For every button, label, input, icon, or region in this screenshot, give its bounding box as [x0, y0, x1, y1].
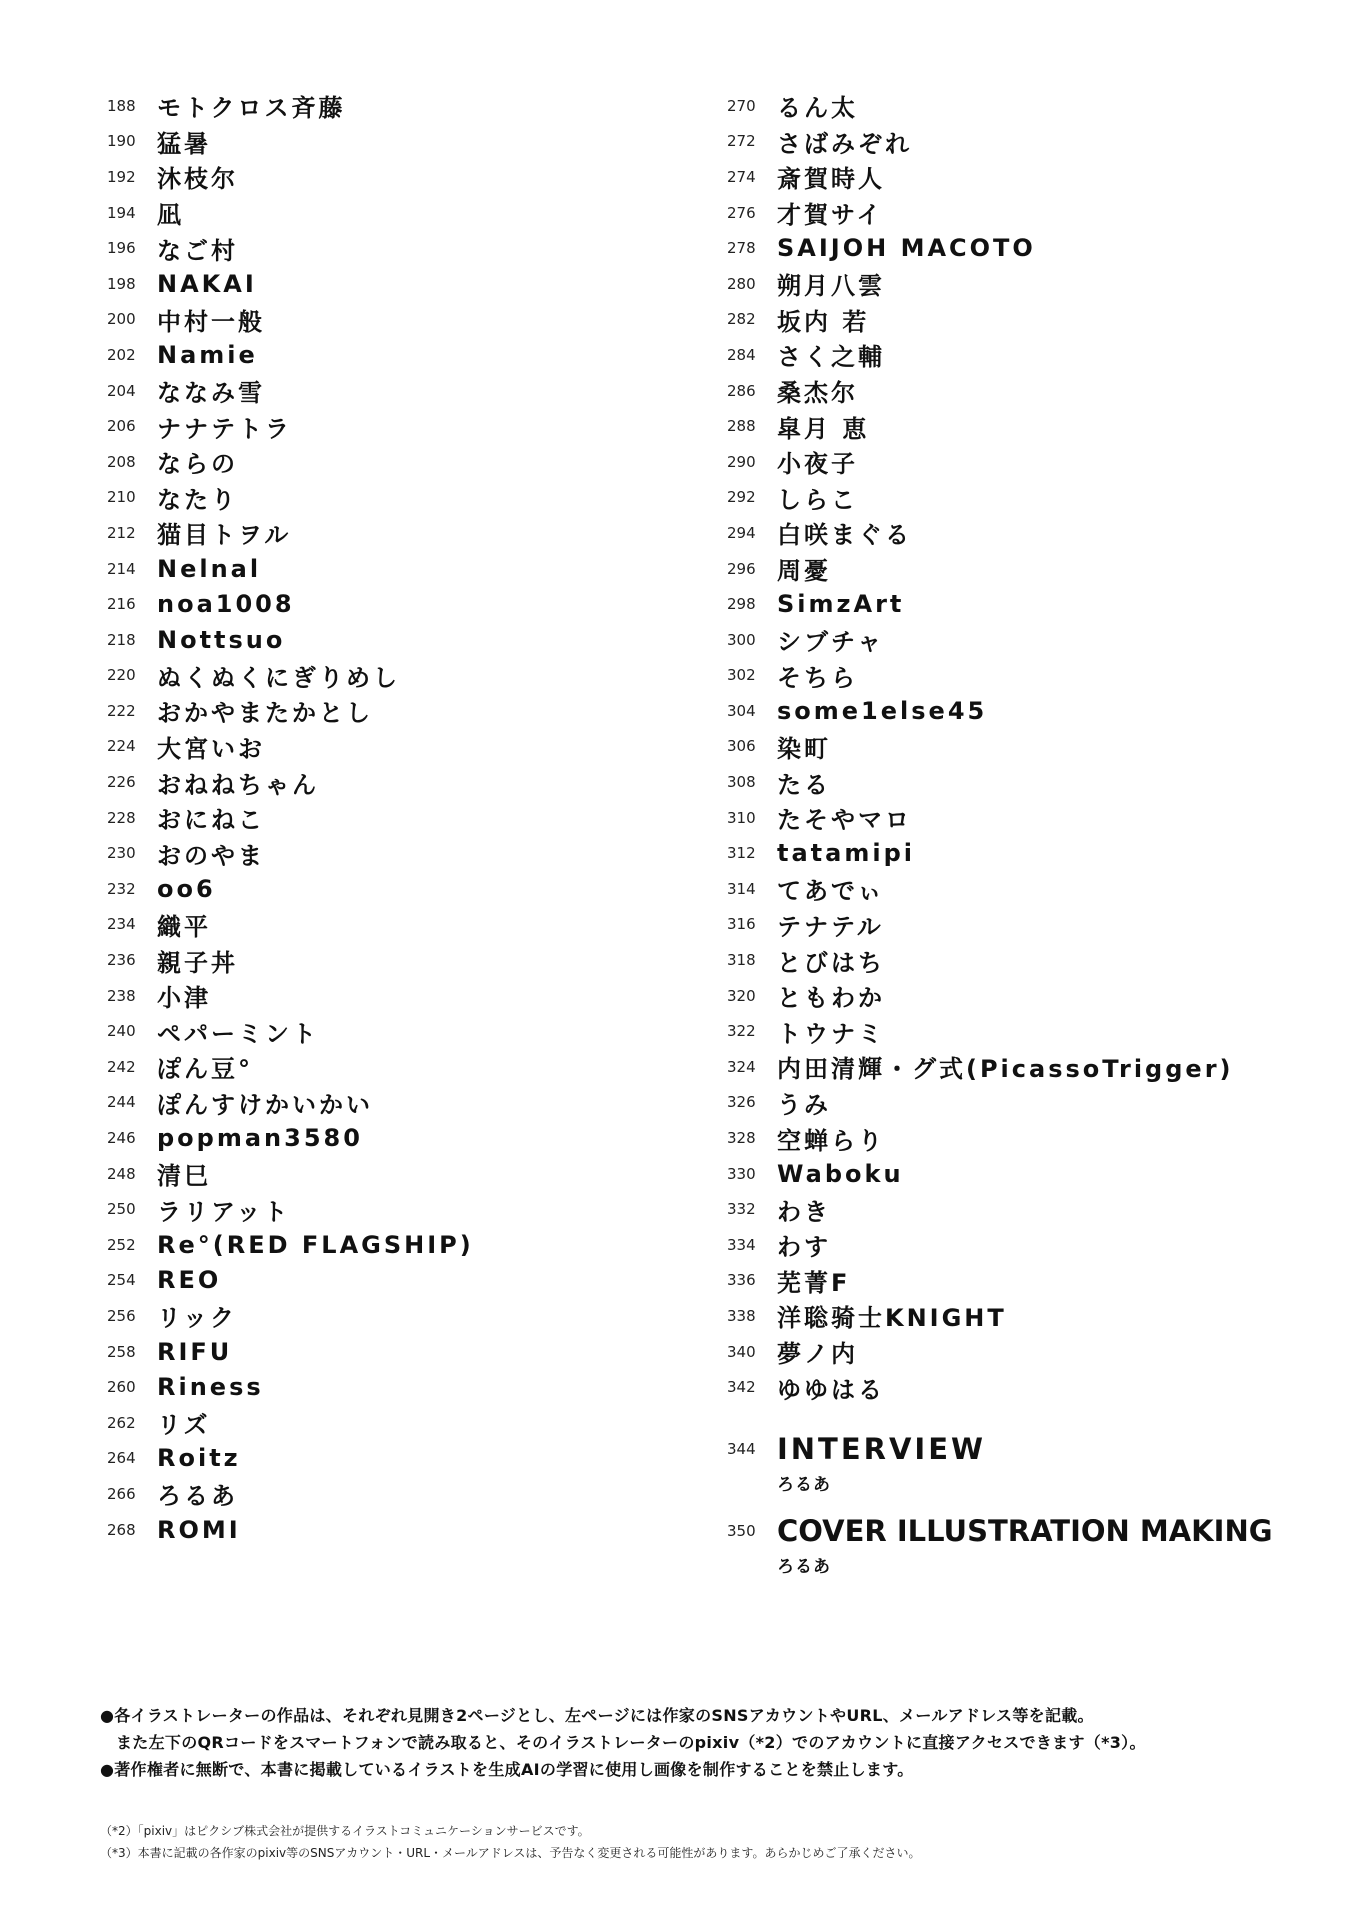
- page-number: 324: [727, 1057, 756, 1076]
- toc-entry: [107, 1512, 474, 1548]
- toc-entry: [107, 408, 474, 444]
- page-number: 272: [727, 132, 756, 151]
- toc-entry: [107, 195, 474, 231]
- illustrator-name: うみ: [777, 1090, 831, 1119]
- note-line: ●著作権者に無断で、本書に掲載しているイラストを生成AIの学習に使用し画像を制作することを禁止します。: [100, 1760, 914, 1779]
- toc-entry: [727, 408, 1234, 444]
- toc-entry: [727, 515, 1234, 551]
- illustrator-name: SAIJOH MACOTO: [777, 234, 1036, 263]
- page-number: 308: [727, 773, 756, 792]
- page-number: 330: [727, 1164, 756, 1183]
- toc-entry: [107, 88, 474, 124]
- toc-entry: [727, 1191, 1234, 1227]
- toc-entry: [727, 764, 1234, 800]
- page-number: 278: [727, 239, 756, 258]
- illustrator-name: 坂内 若: [777, 307, 870, 336]
- toc-entry: [107, 693, 474, 729]
- toc-entry: [727, 658, 1234, 694]
- illustrator-name: ろるあ: [157, 1482, 238, 1511]
- toc-entry: [107, 1120, 474, 1156]
- page-number: 260: [107, 1378, 136, 1397]
- page-number: 288: [727, 417, 756, 436]
- page-number: 296: [727, 559, 756, 578]
- page-number: 284: [727, 345, 756, 364]
- page-number: 240: [107, 1022, 136, 1041]
- illustrator-name: ぽんすけかいかい: [157, 1090, 373, 1119]
- toc-entry: [107, 1369, 474, 1405]
- toc-entry: [727, 942, 1234, 978]
- illustrator-name: 才賀サイ: [777, 201, 884, 230]
- page-number: 286: [727, 381, 756, 400]
- page-number: 246: [107, 1129, 136, 1148]
- toc-entry: [107, 978, 474, 1014]
- page-number: 214: [107, 559, 136, 578]
- footnotes-block: [100, 1820, 1330, 1864]
- illustrator-name: 朔月八雲: [777, 272, 885, 301]
- toc-right-column: [727, 88, 1234, 1405]
- toc-entry: [107, 1476, 474, 1512]
- page-number: 238: [107, 986, 136, 1005]
- page-number: 192: [107, 167, 136, 186]
- toc-entry: [107, 230, 474, 266]
- illustrator-name: 猛暑: [157, 129, 211, 158]
- toc-entry: [727, 337, 1234, 373]
- illustrator-name: Riness: [157, 1373, 264, 1402]
- toc-entry: [107, 1013, 474, 1049]
- illustrator-name: 大宮いお: [157, 734, 265, 763]
- illustrator-name: popman3580: [157, 1124, 363, 1153]
- illustrator-name: Nottsuo: [157, 625, 286, 654]
- illustrator-name: 桑杰尔: [777, 379, 858, 408]
- toc-special-interview: [727, 1432, 986, 1495]
- toc-entry: [107, 622, 474, 658]
- toc-entry: [727, 195, 1234, 231]
- toc-entry: [107, 764, 474, 800]
- toc-entry: [107, 1085, 474, 1121]
- page-number: 310: [727, 808, 756, 827]
- page-number: 220: [107, 666, 136, 685]
- toc-entry: [727, 1227, 1234, 1263]
- toc-entry: [107, 444, 474, 480]
- page-number: 266: [107, 1484, 136, 1503]
- illustrator-name: リック: [157, 1304, 238, 1333]
- toc-entry: [107, 729, 474, 765]
- illustrator-name: さばみぞれ: [777, 129, 912, 158]
- illustrator-name: 小津: [157, 984, 211, 1013]
- page-number: 216: [107, 595, 136, 614]
- page-number: 244: [107, 1093, 136, 1112]
- toc-entry: [727, 1369, 1234, 1405]
- toc-entry: [107, 658, 474, 694]
- page-number: 212: [107, 523, 136, 542]
- toc-entry: [727, 729, 1234, 765]
- toc-entry: [107, 551, 474, 587]
- page-number: 248: [107, 1164, 136, 1183]
- page-number: 294: [727, 523, 756, 542]
- illustrator-name: 周憂: [777, 557, 831, 586]
- toc-entry: [727, 1013, 1234, 1049]
- illustrator-name: 小夜子: [777, 450, 858, 479]
- toc-entry: [107, 124, 474, 160]
- toc-entry: [107, 302, 474, 338]
- illustrator-name: トウナミ: [777, 1019, 885, 1048]
- section-subtitle: ろるあ: [777, 1557, 831, 1577]
- illustrator-name: テナテル: [777, 912, 884, 941]
- page-number: 332: [727, 1200, 756, 1219]
- page-number: 340: [727, 1342, 756, 1361]
- toc-entry: [727, 88, 1234, 124]
- page-number: 344: [727, 1440, 756, 1458]
- page-number: 224: [107, 737, 136, 756]
- illustrator-name: ラリアット: [157, 1197, 291, 1226]
- toc-entry: [107, 1191, 474, 1227]
- illustrator-name: なたり: [157, 485, 238, 514]
- illustrator-name: おねねちゃん: [157, 770, 319, 799]
- page-number: 236: [107, 951, 136, 970]
- illustrator-name: noa1008: [157, 590, 295, 619]
- toc-left-column: [107, 88, 474, 1547]
- illustrator-name: わき: [777, 1197, 831, 1226]
- toc-entry: [727, 480, 1234, 516]
- illustrator-name: SimzArt: [777, 590, 905, 619]
- illustrator-name: 皐月 恵: [777, 414, 870, 443]
- page-number: 232: [107, 879, 136, 898]
- illustrator-name: Re°(RED FLAGSHIP): [157, 1230, 474, 1259]
- page-number: 302: [727, 666, 756, 685]
- toc-entry: [727, 124, 1234, 160]
- illustrator-name: モトクロス斉藤: [157, 94, 346, 123]
- page-number: 336: [727, 1271, 756, 1290]
- page-number: 202: [107, 345, 136, 364]
- toc-entry: [107, 800, 474, 836]
- page-number: 198: [107, 274, 136, 293]
- illustrator-name: るん太: [777, 94, 858, 123]
- page-number: 262: [107, 1413, 136, 1432]
- page-number: 304: [727, 701, 756, 720]
- page-number: 242: [107, 1057, 136, 1076]
- page-number: 280: [727, 274, 756, 293]
- toc-entry: [107, 1405, 474, 1441]
- page-number: 320: [727, 986, 756, 1005]
- page-number: 334: [727, 1235, 756, 1254]
- illustrator-name: おのやま: [157, 841, 265, 870]
- page-number: 292: [727, 488, 756, 507]
- illustrator-name: 内田清輝・グ式(PicassoTrigger): [777, 1055, 1234, 1084]
- illustrator-name: oo6: [157, 874, 216, 903]
- toc-entry: [727, 1120, 1234, 1156]
- toc-entry: [107, 1156, 474, 1192]
- illustrator-name: ROMI: [157, 1515, 241, 1544]
- page-number: 318: [727, 951, 756, 970]
- page-number: 350: [727, 1522, 756, 1540]
- illustrator-name: 洋聡骑士KNIGHT: [777, 1304, 1007, 1333]
- page-number: 204: [107, 381, 136, 400]
- illustrator-name: ならの: [157, 450, 238, 479]
- toc-entry: [107, 942, 474, 978]
- toc-entry: [727, 551, 1234, 587]
- page-number: 206: [107, 417, 136, 436]
- page-number: 276: [727, 203, 756, 222]
- note-line: ●各イラストレーターの作品は、それぞれ見開き2ページとし、左ページには作家のSNSアカウントやURL、メールアドレス等を記載。: [100, 1706, 1094, 1725]
- toc-entry: [727, 622, 1234, 658]
- illustrator-name: Roitz: [157, 1444, 241, 1473]
- illustrator-name: 中村一般: [157, 307, 265, 336]
- toc-entry: [107, 1227, 474, 1263]
- toc-entry: [727, 444, 1234, 480]
- page-number: 316: [727, 915, 756, 934]
- toc-entry: [107, 871, 474, 907]
- illustrator-name: なご村: [157, 236, 238, 265]
- page-number: 282: [727, 310, 756, 329]
- page-number: 264: [107, 1449, 136, 1468]
- page-number: 322: [727, 1022, 756, 1041]
- illustrator-name: RIFU: [157, 1337, 233, 1366]
- page-number: 312: [727, 844, 756, 863]
- illustrator-name: ペパーミント: [157, 1019, 319, 1048]
- toc-entry: [727, 1049, 1234, 1085]
- section-title: COVER ILLUSTRATION MAKING: [777, 1514, 1273, 1548]
- page-number: 306: [727, 737, 756, 756]
- page-number: 326: [727, 1093, 756, 1112]
- toc-entry: [107, 1334, 474, 1370]
- toc-entry: [727, 302, 1234, 338]
- toc-entry: [727, 373, 1234, 409]
- page-number: 228: [107, 808, 136, 827]
- toc-entry: [107, 907, 474, 943]
- illustrator-name: おかやまたかとし: [157, 699, 373, 728]
- toc-entry: [107, 266, 474, 302]
- toc-entry: [727, 159, 1234, 195]
- page-number: 208: [107, 452, 136, 471]
- section-title: INTERVIEW: [777, 1432, 987, 1466]
- page-number: 188: [107, 96, 136, 115]
- page-number: 270: [727, 96, 756, 115]
- page-number: 290: [727, 452, 756, 471]
- toc-entry: [727, 800, 1234, 836]
- page-number: 234: [107, 915, 136, 934]
- page-number: 314: [727, 879, 756, 898]
- toc-entry: [727, 1298, 1234, 1334]
- illustrator-name: 織平: [157, 912, 211, 941]
- illustrator-name: リズ: [157, 1411, 211, 1440]
- toc-entry: [107, 480, 474, 516]
- illustrator-name: REO: [157, 1266, 222, 1295]
- illustrator-name: 清巳: [157, 1162, 211, 1191]
- illustrator-name: 猫目トヲル: [157, 521, 292, 550]
- illustrator-name: ゆゆはる: [777, 1375, 885, 1404]
- illustrator-name: 斎賀時人: [777, 165, 885, 194]
- toc-entry: [107, 159, 474, 195]
- page-number: 196: [107, 239, 136, 258]
- page-number: 222: [107, 701, 136, 720]
- toc-entry: [727, 266, 1234, 302]
- toc-entry: [727, 835, 1234, 871]
- page-number: 190: [107, 132, 136, 151]
- illustrator-name: わす: [777, 1233, 831, 1262]
- page-number: 268: [107, 1520, 136, 1539]
- toc-entry: [107, 586, 474, 622]
- toc-entry: [727, 1085, 1234, 1121]
- illustrator-name: 白咲まぐる: [777, 521, 912, 550]
- page-number: 230: [107, 844, 136, 863]
- toc-entry: [727, 978, 1234, 1014]
- illustrator-name: Namie: [157, 340, 258, 369]
- footnote-line: （*2）「pixiv」はピクシブ株式会社が提供するイラストコミュニケーションサービスです。: [100, 1824, 590, 1838]
- toc-entry: [107, 373, 474, 409]
- toc-entry: [107, 1263, 474, 1299]
- page-number: 258: [107, 1342, 136, 1361]
- illustrator-name: 凪: [157, 201, 184, 230]
- toc-entry: [727, 1263, 1234, 1299]
- page-number: 342: [727, 1378, 756, 1397]
- page-number: 328: [727, 1129, 756, 1148]
- illustrator-name: Nelnal: [157, 554, 262, 583]
- illustrator-name: とびはち: [777, 948, 885, 977]
- page-number: 200: [107, 310, 136, 329]
- illustrator-name: そちら: [777, 663, 858, 692]
- illustrator-name: NAKAI: [157, 269, 257, 298]
- illustrator-name: たそやマロ: [777, 806, 912, 835]
- toc-entry: [727, 693, 1234, 729]
- notes-block: [100, 1702, 1330, 1783]
- illustrator-name: ななみ雪: [157, 379, 265, 408]
- toc-entry: [727, 871, 1234, 907]
- illustrator-name: 空蝉らり: [777, 1126, 885, 1155]
- toc-entry: [727, 1156, 1234, 1192]
- toc-entry: [107, 337, 474, 373]
- illustrator-name: てあでぃ: [777, 877, 885, 906]
- illustrator-name: おにねこ: [157, 806, 265, 835]
- illustrator-name: 夢ノ内: [777, 1340, 858, 1369]
- footnote-line: （*3）本書に記載の各作家のpixiv等のSNSアカウント・URL・メールアドレスは、予告なく変更される可能性があります。あらかじめご了承ください。: [100, 1846, 921, 1860]
- toc-entry: [107, 1049, 474, 1085]
- toc-special-cover-making: [727, 1514, 1273, 1577]
- illustrator-name: シブチャ: [777, 628, 885, 657]
- toc-entry: [107, 835, 474, 871]
- illustrator-name: tatamipi: [777, 839, 915, 868]
- page-number: 194: [107, 203, 136, 222]
- illustrator-name: 沐枝尔: [157, 165, 238, 194]
- page-number: 300: [727, 630, 756, 649]
- toc-entry: [727, 1334, 1234, 1370]
- illustrator-name: しらこ: [777, 485, 858, 514]
- illustrator-name: ナナテトラ: [157, 414, 292, 443]
- note-line: また左下のQRコードをスマートフォンで読み取ると、そのイラストレーターのpixiv（*2）でのアカウントに直接アクセスできます（*3）。: [116, 1733, 1146, 1752]
- illustrator-name: ぬくぬくにぎりめし: [157, 663, 400, 692]
- toc-entry: [727, 907, 1234, 943]
- section-subtitle: ろるあ: [777, 1475, 831, 1495]
- page-number: 252: [107, 1235, 136, 1254]
- illustrator-name: 染町: [777, 734, 831, 763]
- illustrator-name: 親子丼: [157, 948, 238, 977]
- page-number: 338: [727, 1306, 756, 1325]
- illustrator-name: 芜菁F: [777, 1268, 851, 1297]
- page-number: 218: [107, 630, 136, 649]
- page-number: 226: [107, 773, 136, 792]
- page-number: 298: [727, 595, 756, 614]
- page-number: 250: [107, 1200, 136, 1219]
- toc-entry: [107, 1298, 474, 1334]
- toc-entry: [107, 515, 474, 551]
- page-number: 210: [107, 488, 136, 507]
- toc-entry: [727, 230, 1234, 266]
- page-number: 256: [107, 1306, 136, 1325]
- illustrator-name: ともわか: [777, 984, 885, 1013]
- illustrator-name: Waboku: [777, 1159, 904, 1188]
- toc-entry: [727, 586, 1234, 622]
- illustrator-name: some1else45: [777, 696, 988, 725]
- illustrator-name: たる: [777, 770, 831, 799]
- page-number: 254: [107, 1271, 136, 1290]
- page-number: 274: [727, 167, 756, 186]
- illustrator-name: さく之輔: [777, 343, 885, 372]
- toc-entry: [107, 1441, 474, 1477]
- illustrator-name: ぽん豆°: [157, 1055, 253, 1084]
